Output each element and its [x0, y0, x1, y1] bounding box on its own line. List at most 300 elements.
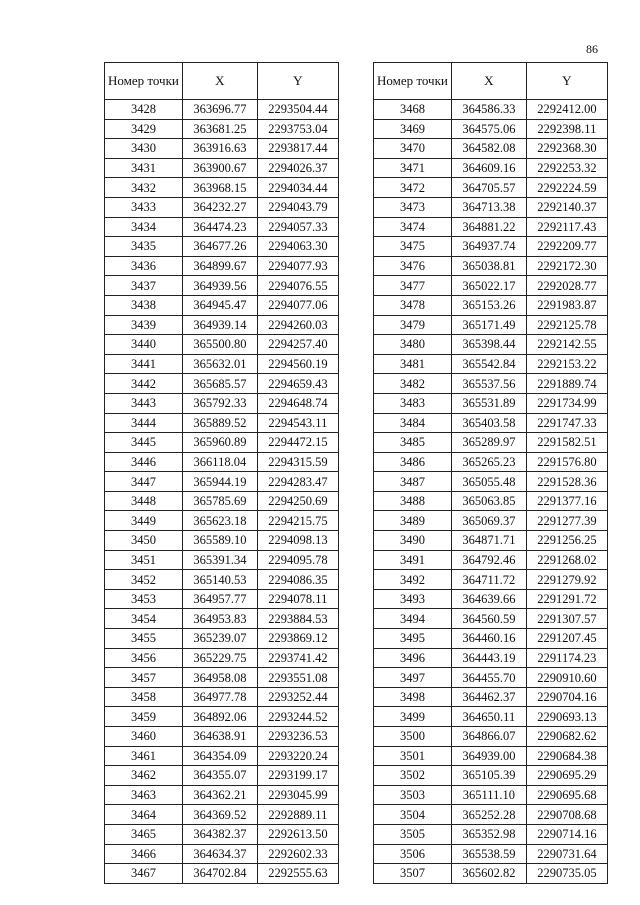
header-x: X	[182, 63, 257, 100]
x-cell: 365069.37	[451, 511, 526, 531]
x-cell: 365289.97	[451, 433, 526, 453]
y-cell: 2293551.08	[257, 668, 338, 688]
y-cell: 2290682.62	[526, 727, 607, 747]
point-number-cell: 3431	[105, 158, 183, 178]
header-point-number: Номер точки	[374, 63, 452, 100]
point-number-cell: 3489	[374, 511, 452, 531]
table-row	[374, 531, 608, 551]
table-row	[105, 589, 339, 609]
table-row	[105, 746, 339, 766]
x-cell: 365239.07	[182, 629, 257, 649]
point-number-cell: 3492	[374, 570, 452, 590]
point-number-cell: 3475	[374, 237, 452, 257]
table-row	[374, 589, 608, 609]
table-row	[105, 648, 339, 668]
table-row	[105, 824, 339, 844]
y-cell: 2292602.33	[257, 844, 338, 864]
point-number-cell: 3467	[105, 864, 183, 884]
x-cell: 364634.37	[182, 844, 257, 864]
x-cell: 365153.26	[451, 295, 526, 315]
table-row	[105, 844, 339, 864]
point-number-cell: 3494	[374, 609, 452, 629]
point-number-cell: 3479	[374, 315, 452, 335]
header-x: X	[451, 63, 526, 100]
y-cell: 2291277.39	[526, 511, 607, 531]
x-cell: 364460.16	[451, 629, 526, 649]
y-cell: 2292412.00	[526, 100, 607, 120]
point-number-cell: 3471	[374, 158, 452, 178]
y-cell: 2294077.06	[257, 295, 338, 315]
y-cell: 2291307.57	[526, 609, 607, 629]
x-cell: 365038.81	[451, 256, 526, 276]
x-cell: 365685.57	[182, 374, 257, 394]
point-number-cell: 3507	[374, 864, 452, 884]
x-cell: 365500.80	[182, 335, 257, 355]
table-row	[374, 707, 608, 727]
y-cell: 2294095.78	[257, 550, 338, 570]
x-cell: 365537.56	[451, 374, 526, 394]
table-row	[105, 295, 339, 315]
y-cell: 2292172.30	[526, 256, 607, 276]
table-row	[374, 295, 608, 315]
table-row	[374, 413, 608, 433]
y-cell: 2293869.12	[257, 629, 338, 649]
table-row	[105, 707, 339, 727]
y-cell: 2291174.23	[526, 648, 607, 668]
point-number-cell: 3457	[105, 668, 183, 688]
point-number-cell: 3493	[374, 589, 452, 609]
point-number-cell: 3474	[374, 217, 452, 237]
y-cell: 2292142.55	[526, 335, 607, 355]
point-number-cell: 3506	[374, 844, 452, 864]
table-row	[105, 256, 339, 276]
table-row	[374, 864, 608, 884]
x-cell: 365105.39	[451, 766, 526, 786]
y-cell: 2290684.38	[526, 746, 607, 766]
y-cell: 2292125.78	[526, 315, 607, 335]
point-number-cell: 3469	[374, 119, 452, 139]
table-row	[374, 139, 608, 159]
x-cell: 365229.75	[182, 648, 257, 668]
point-number-cell: 3436	[105, 256, 183, 276]
table-row	[105, 354, 339, 374]
x-cell: 365391.34	[182, 550, 257, 570]
table-row	[105, 139, 339, 159]
x-cell: 365589.10	[182, 531, 257, 551]
table-body-right	[374, 100, 608, 884]
point-number-cell: 3428	[105, 100, 183, 120]
x-cell: 364575.06	[451, 119, 526, 139]
table-row	[105, 433, 339, 453]
x-cell: 365063.85	[451, 491, 526, 511]
table-row	[105, 766, 339, 786]
y-cell: 2290693.13	[526, 707, 607, 727]
point-number-cell: 3443	[105, 393, 183, 413]
table-row	[374, 374, 608, 394]
y-cell: 2292253.32	[526, 158, 607, 178]
y-cell: 2294043.79	[257, 197, 338, 217]
y-cell: 2293236.53	[257, 727, 338, 747]
table-row	[374, 354, 608, 374]
x-cell: 364677.26	[182, 237, 257, 257]
point-number-cell: 3429	[105, 119, 183, 139]
y-cell: 2291207.45	[526, 629, 607, 649]
x-cell: 365632.01	[182, 354, 257, 374]
y-cell: 2291377.16	[526, 491, 607, 511]
table-row	[105, 315, 339, 335]
x-cell: 364582.08	[451, 139, 526, 159]
point-number-cell: 3434	[105, 217, 183, 237]
point-number-cell: 3504	[374, 805, 452, 825]
x-cell: 364362.21	[182, 785, 257, 805]
y-cell: 2292209.77	[526, 237, 607, 257]
table-row	[105, 335, 339, 355]
y-cell: 2290731.64	[526, 844, 607, 864]
y-cell: 2292889.11	[257, 805, 338, 825]
y-cell: 2292368.30	[526, 139, 607, 159]
coordinates-table-left	[104, 62, 339, 884]
y-cell: 2291528.36	[526, 472, 607, 492]
x-cell: 364792.46	[451, 550, 526, 570]
point-number-cell: 3487	[374, 472, 452, 492]
x-cell: 364354.09	[182, 746, 257, 766]
table-row	[105, 864, 339, 884]
table-row	[105, 217, 339, 237]
point-number-cell: 3477	[374, 276, 452, 296]
x-cell: 364609.16	[451, 158, 526, 178]
x-cell: 364871.71	[451, 531, 526, 551]
x-cell: 364702.84	[182, 864, 257, 884]
point-number-cell: 3458	[105, 687, 183, 707]
table-row	[374, 197, 608, 217]
y-cell: 2291256.25	[526, 531, 607, 551]
table-header-row	[105, 63, 339, 100]
table-row	[374, 335, 608, 355]
y-cell: 2294057.33	[257, 217, 338, 237]
x-cell: 364881.22	[451, 217, 526, 237]
point-number-cell: 3463	[105, 785, 183, 805]
point-number-cell: 3448	[105, 491, 183, 511]
x-cell: 365623.18	[182, 511, 257, 531]
point-number-cell: 3440	[105, 335, 183, 355]
table-row	[374, 766, 608, 786]
table-row	[105, 629, 339, 649]
header-y: Y	[257, 63, 338, 100]
table-row	[105, 237, 339, 257]
y-cell: 2294659.43	[257, 374, 338, 394]
x-cell: 364939.00	[451, 746, 526, 766]
y-cell: 2292613.50	[257, 824, 338, 844]
y-cell: 2291279.92	[526, 570, 607, 590]
x-cell: 364953.83	[182, 609, 257, 629]
point-number-cell: 3500	[374, 727, 452, 747]
table-row	[105, 805, 339, 825]
y-cell: 2290695.68	[526, 785, 607, 805]
point-number-cell: 3438	[105, 295, 183, 315]
table-row	[374, 217, 608, 237]
y-cell: 2294077.93	[257, 256, 338, 276]
y-cell: 2294215.75	[257, 511, 338, 531]
table-row	[374, 785, 608, 805]
point-number-cell: 3473	[374, 197, 452, 217]
point-number-cell: 3435	[105, 237, 183, 257]
point-number-cell: 3441	[105, 354, 183, 374]
x-cell: 364866.07	[451, 727, 526, 747]
y-cell: 2293199.17	[257, 766, 338, 786]
x-cell: 365889.52	[182, 413, 257, 433]
point-number-cell: 3439	[105, 315, 183, 335]
table-row	[105, 393, 339, 413]
x-cell: 364474.23	[182, 217, 257, 237]
table-row	[374, 100, 608, 120]
x-cell: 364638.91	[182, 727, 257, 747]
x-cell: 363968.15	[182, 178, 257, 198]
table-body-left	[105, 100, 339, 884]
y-cell: 2291576.80	[526, 452, 607, 472]
point-number-cell: 3466	[105, 844, 183, 864]
x-cell: 365785.69	[182, 491, 257, 511]
table-row	[374, 609, 608, 629]
x-cell: 365140.53	[182, 570, 257, 590]
table-row	[374, 511, 608, 531]
y-cell: 2290735.05	[526, 864, 607, 884]
y-cell: 2294250.69	[257, 491, 338, 511]
point-number-cell: 3454	[105, 609, 183, 629]
header-y: Y	[526, 63, 607, 100]
point-number-cell: 3496	[374, 648, 452, 668]
y-cell: 2293252.44	[257, 687, 338, 707]
point-number-cell: 3465	[105, 824, 183, 844]
y-cell: 2294063.30	[257, 237, 338, 257]
table-row	[374, 805, 608, 825]
point-number-cell: 3451	[105, 550, 183, 570]
table-row	[105, 158, 339, 178]
y-cell: 2294648.74	[257, 393, 338, 413]
table-row	[105, 119, 339, 139]
point-number-cell: 3480	[374, 335, 452, 355]
table-row	[374, 276, 608, 296]
table-row	[374, 472, 608, 492]
point-number-cell: 3430	[105, 139, 183, 159]
x-cell: 365398.44	[451, 335, 526, 355]
point-number-cell: 3455	[105, 629, 183, 649]
y-cell: 2293884.53	[257, 609, 338, 629]
table-row	[105, 785, 339, 805]
y-cell: 2293244.52	[257, 707, 338, 727]
x-cell: 364711.72	[451, 570, 526, 590]
y-cell: 2290708.68	[526, 805, 607, 825]
point-number-cell: 3432	[105, 178, 183, 198]
point-number-cell: 3453	[105, 589, 183, 609]
point-number-cell: 3442	[105, 374, 183, 394]
y-cell: 2291734.99	[526, 393, 607, 413]
table-row	[105, 178, 339, 198]
table-row	[105, 374, 339, 394]
y-cell: 2292028.77	[526, 276, 607, 296]
point-number-cell: 3447	[105, 472, 183, 492]
y-cell: 2291747.33	[526, 413, 607, 433]
y-cell: 2294098.13	[257, 531, 338, 551]
y-cell: 2292117.43	[526, 217, 607, 237]
y-cell: 2291889.74	[526, 374, 607, 394]
y-cell: 2290910.60	[526, 668, 607, 688]
point-number-cell: 3485	[374, 433, 452, 453]
point-number-cell: 3470	[374, 139, 452, 159]
point-number-cell: 3483	[374, 393, 452, 413]
x-cell: 365602.82	[451, 864, 526, 884]
point-number-cell: 3437	[105, 276, 183, 296]
table-row	[105, 472, 339, 492]
y-cell: 2291582.51	[526, 433, 607, 453]
point-number-cell: 3491	[374, 550, 452, 570]
point-number-cell: 3460	[105, 727, 183, 747]
table-row	[105, 511, 339, 531]
point-number-cell: 3481	[374, 354, 452, 374]
point-number-cell: 3444	[105, 413, 183, 433]
table-row	[374, 687, 608, 707]
y-cell: 2293220.24	[257, 746, 338, 766]
point-number-cell: 3502	[374, 766, 452, 786]
y-cell: 2294560.19	[257, 354, 338, 374]
x-cell: 366118.04	[182, 452, 257, 472]
x-cell: 364355.07	[182, 766, 257, 786]
x-cell: 365944.19	[182, 472, 257, 492]
point-number-cell: 3490	[374, 531, 452, 551]
table-row	[374, 315, 608, 335]
y-cell: 2290714.16	[526, 824, 607, 844]
table-row	[374, 648, 608, 668]
x-cell: 365022.17	[451, 276, 526, 296]
y-cell: 2290704.16	[526, 687, 607, 707]
x-cell: 365538.59	[451, 844, 526, 864]
point-number-cell: 3456	[105, 648, 183, 668]
x-cell: 364977.78	[182, 687, 257, 707]
point-number-cell: 3501	[374, 746, 452, 766]
y-cell: 2294086.35	[257, 570, 338, 590]
x-cell: 364586.33	[451, 100, 526, 120]
table-row	[105, 609, 339, 629]
y-cell: 2291983.87	[526, 295, 607, 315]
table-row	[105, 687, 339, 707]
table-row	[374, 491, 608, 511]
point-number-cell: 3505	[374, 824, 452, 844]
x-cell: 364937.74	[451, 237, 526, 257]
point-number-cell: 3503	[374, 785, 452, 805]
table-row	[374, 570, 608, 590]
x-cell: 365531.89	[451, 393, 526, 413]
y-cell: 2294026.37	[257, 158, 338, 178]
x-cell: 364639.66	[451, 589, 526, 609]
y-cell: 2294078.11	[257, 589, 338, 609]
point-number-cell: 3488	[374, 491, 452, 511]
y-cell: 2292398.11	[526, 119, 607, 139]
point-number-cell: 3461	[105, 746, 183, 766]
table-row	[374, 393, 608, 413]
x-cell: 364958.08	[182, 668, 257, 688]
x-cell: 365792.33	[182, 393, 257, 413]
x-cell: 365252.28	[451, 805, 526, 825]
x-cell: 364369.52	[182, 805, 257, 825]
table-row	[374, 824, 608, 844]
x-cell: 364899.67	[182, 256, 257, 276]
x-cell: 364705.57	[451, 178, 526, 198]
y-cell: 2292224.59	[526, 178, 607, 198]
x-cell: 365542.84	[451, 354, 526, 374]
table-row	[105, 550, 339, 570]
table-row	[374, 844, 608, 864]
point-number-cell: 3446	[105, 452, 183, 472]
y-cell: 2294315.59	[257, 452, 338, 472]
point-number-cell: 3450	[105, 531, 183, 551]
x-cell: 365960.89	[182, 433, 257, 453]
x-cell: 364957.77	[182, 589, 257, 609]
x-cell: 364945.47	[182, 295, 257, 315]
y-cell: 2293504.44	[257, 100, 338, 120]
y-cell: 2294543.11	[257, 413, 338, 433]
y-cell: 2292153.22	[526, 354, 607, 374]
x-cell: 363681.25	[182, 119, 257, 139]
y-cell: 2291291.72	[526, 589, 607, 609]
table-row	[374, 433, 608, 453]
y-cell: 2294283.47	[257, 472, 338, 492]
table-row	[105, 491, 339, 511]
table-row	[374, 550, 608, 570]
table-row	[374, 452, 608, 472]
point-number-cell: 3462	[105, 766, 183, 786]
point-number-cell: 3468	[374, 100, 452, 120]
x-cell: 364382.37	[182, 824, 257, 844]
x-cell: 365403.58	[451, 413, 526, 433]
x-cell: 363916.63	[182, 139, 257, 159]
table-row	[374, 237, 608, 257]
point-number-cell: 3452	[105, 570, 183, 590]
table-row	[374, 629, 608, 649]
point-number-cell: 3445	[105, 433, 183, 453]
point-number-cell: 3472	[374, 178, 452, 198]
table-row	[105, 276, 339, 296]
y-cell: 2292140.37	[526, 197, 607, 217]
point-number-cell: 3478	[374, 295, 452, 315]
point-number-cell: 3433	[105, 197, 183, 217]
table-row	[374, 668, 608, 688]
table-row	[105, 727, 339, 747]
point-number-cell: 3497	[374, 668, 452, 688]
table-header-row	[374, 63, 608, 100]
table-row	[105, 668, 339, 688]
point-number-cell: 3449	[105, 511, 183, 531]
y-cell: 2292555.63	[257, 864, 338, 884]
page-number: 86	[586, 42, 598, 56]
table-row	[105, 413, 339, 433]
x-cell: 364455.70	[451, 668, 526, 688]
x-cell: 364892.06	[182, 707, 257, 727]
point-number-cell: 3484	[374, 413, 452, 433]
x-cell: 365111.10	[451, 785, 526, 805]
x-cell: 364939.56	[182, 276, 257, 296]
table-row	[105, 452, 339, 472]
x-cell: 363900.67	[182, 158, 257, 178]
x-cell: 364939.14	[182, 315, 257, 335]
point-number-cell: 3499	[374, 707, 452, 727]
point-number-cell: 3476	[374, 256, 452, 276]
point-number-cell: 3486	[374, 452, 452, 472]
table-row	[105, 100, 339, 120]
x-cell: 364713.38	[451, 197, 526, 217]
table-row	[374, 727, 608, 747]
x-cell: 365171.49	[451, 315, 526, 335]
table-row	[374, 158, 608, 178]
y-cell: 2294076.55	[257, 276, 338, 296]
